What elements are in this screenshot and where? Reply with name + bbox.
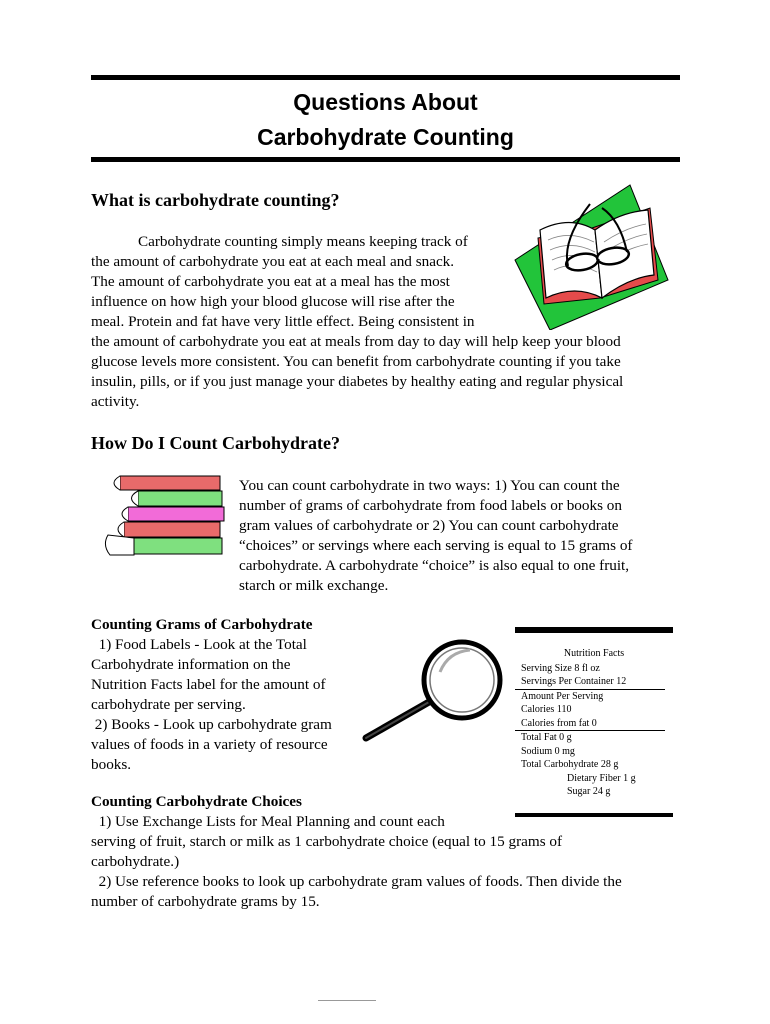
nf-total-fat: Total Fat 0 g (521, 732, 572, 743)
body-line: carbohydrate per serving. (91, 696, 246, 713)
nutrition-facts-label (515, 627, 673, 817)
title-bottom-rule (91, 157, 680, 162)
body-line: “choices” or servings where each serving is equal to 15 grams of (239, 537, 633, 554)
body-line: serving of fruit, starch or milk as 1 carbohydrate choice (equal to 15 grams of (91, 833, 563, 850)
body-line: 1) Use Exchange Lists for Meal Planning and count each (91, 813, 445, 830)
body-line: activity. (91, 393, 140, 410)
nf-sugar: Sugar 24 g (567, 786, 611, 797)
footer-line (318, 1000, 376, 1001)
body-line: values of foods in a variety of resource (91, 736, 328, 753)
nf-sodium: Sodium 0 mg (521, 745, 575, 757)
body-line: number of grams of carbohydrate from food labels or books on (239, 497, 622, 514)
magnifying-glass-icon (358, 636, 508, 746)
grams-heading: Counting Grams of Carbohydrate (91, 616, 313, 633)
body-line: 1) Food Labels - Look at the Total (91, 636, 307, 653)
body-line: carbohydrate. A carbohydrate “choice” is also equal to one fruit, (239, 557, 630, 574)
book-stack-illustration (100, 473, 230, 563)
body-line: influence on how high your blood glucose will rise after the (91, 293, 455, 310)
body-line: starch or milk exchange. (239, 577, 389, 594)
page-title (91, 85, 680, 155)
title-line-1: Questions About (293, 89, 478, 115)
nf-title: Nutrition Facts (563, 648, 625, 659)
title-line-2: Carbohydrate Counting (257, 124, 514, 150)
body-line: books. (91, 756, 132, 773)
body-line: meal. Protein and fat have very little effect. Being consistent in (91, 313, 475, 330)
nf-dietary-fiber: Dietary Fiber 1 g (567, 772, 636, 784)
section1-heading: What is carbohydrate counting? (91, 190, 340, 210)
body-line: number of carbohydrate grams by 15. (91, 893, 320, 910)
choices-heading: Counting Carbohydrate Choices (91, 793, 302, 810)
body-line: The amount of carbohydrate you eat at a meal has the most (91, 273, 450, 290)
body-line: 2) Use reference books to look up carbohydrate gram values of foods. Then divide the (91, 873, 622, 890)
body-line: carbohydrate.) (91, 853, 180, 870)
section1-body (91, 232, 623, 412)
nf-calories-from-fat: Calories from fat 0 (515, 717, 665, 732)
nf-amount-per-serving: Amount Per Serving (521, 690, 604, 702)
nf-total-carbohydrate: Total Carbohydrate 28 g (521, 759, 619, 770)
nf-servings-per-container: Servings Per Container 12 (515, 675, 665, 690)
body-line: the amount of carbohydrate you eat at meals from day to day will help keep your blood (91, 333, 621, 350)
section2-heading: How Do I Count Carbohydrate? (91, 433, 341, 453)
body-line: Carbohydrate counting simply means keeping track of (138, 233, 468, 250)
top-rule (91, 75, 680, 80)
body-line: Nutrition Facts label for the amount of (91, 676, 326, 693)
body-line: Carbohydrate information on the (91, 656, 291, 673)
body-line: insulin, pills, or if you just manage your diabetes by healthy eating and regular physical (91, 373, 624, 390)
body-line: 2) Books - Look up carbohydrate gram (91, 716, 332, 733)
choices-section (91, 792, 622, 912)
grams-section (91, 615, 332, 775)
nf-serving-size: Serving Size 8 fl oz (521, 662, 600, 674)
body-line: the amount of carbohydrate you eat at each meal and snack. (91, 253, 455, 270)
body-line: glucose levels more consistent. You can benefit from carbohydrate counting if you take (91, 353, 621, 370)
nf-calories: Calories 110 (521, 704, 572, 715)
body-line: gram values of carbohydrate or 2) You can count carbohydrate (239, 517, 619, 534)
body-line: You can count carbohydrate in two ways: 1) You can count the (239, 477, 620, 494)
section2-body (239, 476, 632, 596)
